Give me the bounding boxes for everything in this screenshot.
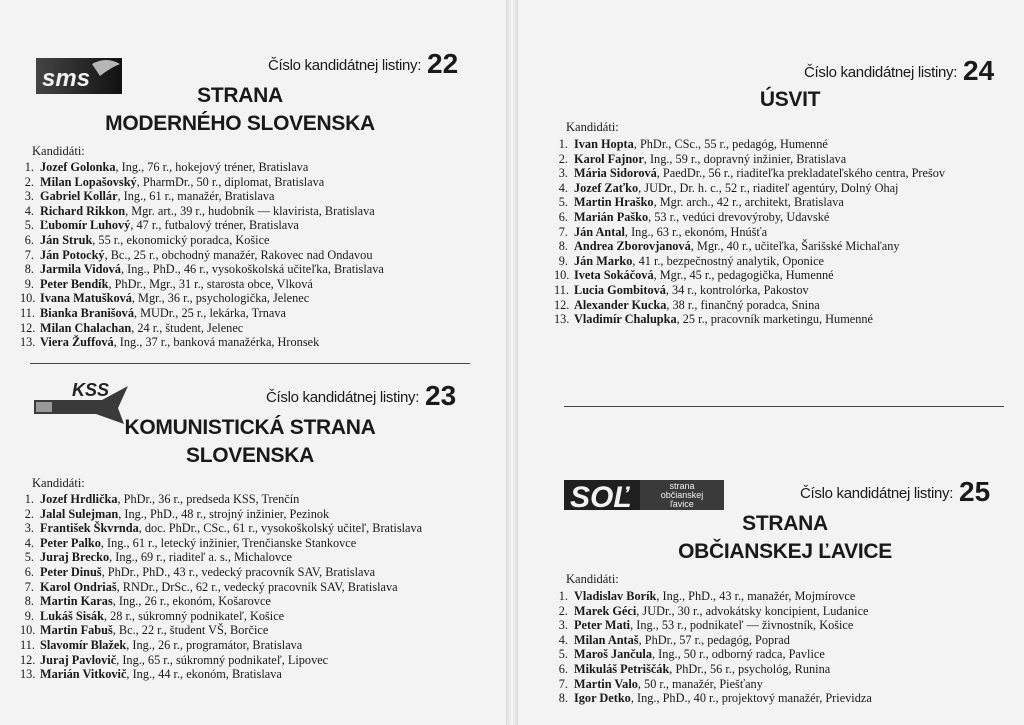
candidate-number: 7. — [558, 224, 568, 239]
candidate-details: , Mgr., 40 r., učiteľka, Šarišské Michaľany — [690, 239, 900, 254]
candidate-text — [574, 662, 830, 677]
candidate-details: , Mgr., 45 r., pedagogička, Humenné — [653, 268, 834, 283]
candidate-item — [20, 291, 490, 306]
candidate-name: Karol Fajnor — [574, 151, 644, 166]
candidate-text — [40, 609, 284, 624]
candidate-name: Milan Lopašovský — [40, 174, 137, 189]
candidate-name: Peter Dinuš — [40, 564, 102, 579]
svg-text:strana: strana — [669, 481, 695, 491]
list-number: 25 — [959, 476, 991, 507]
party-name — [110, 414, 390, 470]
list-number-caption: Číslo kandidátnej listiny: — [804, 64, 958, 81]
candidate-details: , Ing., 37 r., banková manažérka, Hronsek — [113, 335, 320, 350]
candidate-text — [574, 618, 853, 633]
candidate-text — [40, 565, 375, 580]
candidate-text — [574, 152, 846, 167]
candidate-text — [40, 175, 324, 190]
candidate-number: 1. — [24, 160, 34, 174]
candidate-name: Igor Detko — [574, 691, 631, 706]
party-name-line: ÚSVIT — [759, 88, 821, 111]
candidate-text — [574, 195, 844, 210]
party-name — [90, 82, 410, 138]
party-name-line: MODERNÉHO SLOVENSKA — [105, 112, 375, 135]
candidate-item — [20, 623, 440, 638]
candidate-item — [20, 175, 490, 190]
candidate-details: , Ing., PhD., 43 r., manažér, Mojmírovce — [656, 589, 856, 603]
candidate-details: , Ing., 65 r., súkromný podnikateľ, Lipovec — [116, 652, 329, 667]
candidate-item — [20, 594, 440, 609]
candidate-text — [574, 633, 790, 648]
candidate-details: , PhDr., PhD., 43 r., vedecký pracovník SAV, Bratislava — [101, 564, 376, 579]
party-name-line: KOMUNISTICKÁ STRANA — [124, 416, 376, 439]
candidate-name: Alexander Kucka — [574, 297, 667, 312]
candidate-name: Milan Chalachan — [40, 320, 132, 335]
candidate-details: , Ing., 59 r., dopravný inžinier, Bratislava — [643, 151, 847, 166]
candidate-number: 13. — [20, 335, 36, 350]
candidate-details: , PharmDr., 50 r., diplomat, Bratislava — [136, 174, 325, 189]
candidate-number: 2. — [558, 151, 568, 166]
candidates-label: Kandidáti: — [32, 144, 85, 158]
candidate-details: , 34 r., kontrolórka, Pakostov — [665, 282, 809, 297]
candidate-details: , Ing., 61 r., manažér, Bratislava — [117, 189, 275, 204]
candidate-details: , PhDr., 36 r., predseda KSS, Trenčín — [117, 492, 300, 506]
candidate-number: 3. — [24, 521, 34, 536]
candidate-text — [40, 594, 271, 609]
candidate-number: 3. — [558, 166, 568, 181]
candidate-number: 12. — [20, 320, 36, 335]
candidate-number: 8. — [24, 262, 34, 277]
candidate-list — [20, 492, 440, 682]
candidate-list — [20, 160, 490, 350]
candidate-name: Milan Antaš — [574, 632, 639, 647]
candidate-item — [20, 521, 440, 536]
candidate-item — [554, 283, 974, 298]
candidate-item — [554, 312, 974, 327]
candidate-text — [40, 580, 398, 595]
candidate-item — [20, 565, 440, 580]
svg-text:KSS: KSS — [72, 380, 110, 400]
candidate-name: Juraj Brecko — [40, 550, 110, 565]
candidate-details: , Ing., 63 r., ekonóm, Hnúšťa — [624, 224, 768, 239]
candidate-item — [20, 609, 440, 624]
candidate-name: Ján Potocký — [40, 247, 105, 262]
svg-text:sms: sms — [42, 65, 91, 92]
candidate-number: 13. — [554, 312, 570, 327]
candidate-text — [40, 160, 308, 175]
candidate-item — [20, 550, 440, 565]
candidate-item — [20, 580, 440, 595]
candidate-number: 2. — [24, 174, 34, 189]
candidate-text — [574, 166, 945, 181]
candidate-item — [20, 507, 440, 522]
candidate-text — [574, 181, 898, 196]
candidate-name: Lukáš Sisák — [40, 608, 104, 623]
list-number-label — [800, 476, 990, 508]
candidate-number: 12. — [554, 297, 570, 312]
candidate-text — [40, 233, 270, 248]
page-gutter — [506, 0, 518, 725]
candidate-name: Ján Antal — [574, 224, 625, 239]
candidate-text — [40, 335, 319, 350]
candidate-name: Juraj Pavlovič — [40, 652, 117, 667]
candidate-text — [574, 677, 763, 692]
candidate-name: Lucia Gombitová — [574, 282, 666, 297]
candidates-label: Kandidáti: — [566, 120, 619, 134]
candidate-details: , doc. PhDr., CSc., 61 r., vysokoškolský učiteľ, Bratislava — [138, 521, 423, 536]
candidate-item — [554, 604, 974, 619]
candidate-number: 8. — [558, 691, 568, 706]
candidate-item — [20, 536, 440, 551]
candidate-number: 13. — [20, 667, 36, 682]
candidate-details: , RNDr., DrSc., 62 r., vedecký pracovník SAV, Bratislava — [116, 579, 398, 594]
candidate-number: 12. — [20, 652, 36, 667]
list-number-caption: Číslo kandidátnej listiny: — [266, 389, 420, 406]
candidate-number: 10. — [554, 268, 570, 283]
candidate-details: , Ing., PhD., 40 r., projektový manažér, Prievidza — [630, 691, 872, 706]
candidate-item — [554, 691, 974, 706]
candidate-details: , 47 r., futbalový tréner, Bratislava — [130, 218, 299, 233]
candidate-name: Ivana Matušková — [40, 291, 132, 306]
list-number: 22 — [427, 48, 459, 79]
candidate-item — [20, 321, 490, 336]
candidate-name: Jalal Sulejman — [40, 506, 119, 521]
candidate-text — [40, 262, 384, 277]
candidate-item — [554, 152, 974, 167]
candidate-text — [574, 210, 829, 225]
candidate-name: Mikuláš Petriščák — [574, 661, 670, 676]
candidate-text — [40, 638, 302, 653]
candidate-name: Ivan Hopta — [574, 137, 634, 151]
candidates-label: Kandidáti: — [32, 476, 85, 490]
candidate-item — [20, 335, 490, 350]
candidate-name: Martin Karas — [40, 594, 113, 609]
candidate-name: Peter Mati — [574, 618, 631, 633]
candidate-name: Martin Fabuš — [40, 623, 113, 638]
candidate-number: 4. — [558, 632, 568, 647]
candidate-name: Marián Paško — [574, 209, 649, 224]
candidate-name: Vladimír Chalupka — [574, 312, 677, 327]
candidate-name: Marián Vitkovič — [40, 667, 127, 682]
candidate-name: Jozef Golonka — [40, 160, 116, 174]
candidate-details: , 24 r., študent, Jelenec — [131, 320, 244, 335]
candidate-text — [574, 283, 809, 298]
candidate-details: , Ing., PhD., 46 r., vysokoškolská učiteľka, Bratislava — [120, 262, 384, 277]
candidate-details: , PhDr., CSc., 55 r., pedagóg, Humenné — [633, 137, 828, 151]
candidate-name: Andrea Zborovjanová — [574, 239, 691, 254]
candidate-name: Martin Valo — [574, 676, 638, 691]
candidate-text — [40, 306, 286, 321]
candidate-number: 4. — [24, 203, 34, 218]
candidate-number: 9. — [558, 253, 568, 268]
sol-logo — [564, 476, 724, 512]
candidate-text — [574, 312, 873, 327]
candidate-details: , PhDr., 56 r., psychológ, Runina — [669, 661, 831, 676]
candidate-details: , 25 r., pracovník marketingu, Humenné — [676, 312, 873, 327]
candidate-number: 10. — [20, 291, 36, 306]
candidate-item — [554, 677, 974, 692]
candidate-text — [40, 492, 299, 507]
candidate-item — [20, 277, 490, 292]
candidate-text — [40, 667, 282, 682]
candidate-text — [574, 254, 824, 269]
candidate-name: František Škvrnda — [40, 521, 139, 536]
candidate-item — [554, 298, 974, 313]
candidate-text — [40, 248, 372, 263]
candidate-details: , JUDr., Dr. h. c., 52 r., riaditeľ agentúry, Dolný Ohaj — [638, 180, 899, 195]
candidate-item — [20, 653, 440, 668]
candidate-number: 1. — [558, 589, 568, 603]
candidate-item — [20, 248, 490, 263]
candidate-name: Bianka Branišová — [40, 305, 134, 320]
candidate-details: , 53 r., vedúci drevovýroby, Udavské — [648, 209, 830, 224]
candidate-number: 3. — [24, 189, 34, 204]
candidate-text — [574, 239, 900, 254]
party-name — [690, 86, 890, 114]
candidates-label: Kandidáti: — [566, 572, 619, 586]
candidate-details: , Mgr. arch., 42 r., architekt, Bratislava — [653, 195, 844, 210]
candidate-item — [20, 204, 490, 219]
list-number-caption: Číslo kandidátnej listiny: — [800, 485, 954, 502]
candidate-text — [574, 647, 825, 662]
candidate-number: 8. — [24, 594, 34, 609]
candidate-details: , 50 r., manažér, Piešťany — [637, 676, 763, 691]
candidate-text — [40, 189, 274, 204]
candidate-name: Richard Rikkon — [40, 203, 126, 218]
candidate-number: 5. — [558, 647, 568, 662]
candidate-item — [554, 618, 974, 633]
party-name-line: STRANA — [197, 84, 283, 107]
candidate-text — [574, 298, 820, 313]
party-name-line: SLOVENSKA — [186, 444, 314, 467]
candidate-name: Karol Ondriaš — [40, 579, 117, 594]
candidate-item — [20, 262, 490, 277]
candidate-item — [554, 239, 974, 254]
list-number: 23 — [425, 380, 457, 411]
candidate-details: , Ing., 26 r., ekonóm, Košarovce — [112, 594, 271, 609]
candidate-text — [574, 691, 872, 706]
candidate-item — [554, 662, 974, 677]
candidate-number: 1. — [24, 492, 34, 506]
candidate-details: , Ing., 53 r., podnikateľ — živnostník, Košice — [630, 618, 854, 633]
candidate-name: Marek Géci — [574, 603, 637, 618]
candidate-number: 9. — [24, 608, 34, 623]
candidate-item — [554, 647, 974, 662]
candidate-number: 5. — [558, 195, 568, 210]
candidate-number: 11. — [20, 637, 35, 652]
candidate-text — [40, 321, 243, 336]
candidate-item — [20, 667, 440, 682]
candidate-number: 6. — [24, 564, 34, 579]
party-name-line: OBČIANSKEJ ĽAVICE — [678, 540, 892, 563]
list-number-label — [804, 55, 994, 87]
candidate-details: , Ing., 76 r., hokejový tréner, Bratislava — [115, 160, 309, 174]
candidate-item — [554, 166, 974, 181]
candidate-text — [40, 507, 329, 522]
candidate-text — [574, 604, 869, 619]
candidate-number: 10. — [20, 623, 36, 638]
candidate-text — [40, 550, 292, 565]
candidate-item — [20, 638, 440, 653]
candidate-item — [554, 195, 974, 210]
svg-text:SOĽ: SOĽ — [570, 481, 632, 512]
svg-text:ľavice: ľavice — [670, 499, 694, 509]
candidate-text — [40, 277, 313, 292]
candidate-number: 5. — [24, 550, 34, 565]
candidate-name: Ľubomír Luhový — [40, 218, 131, 233]
candidate-name: Gabriel Kollár — [40, 189, 118, 204]
candidate-name: Maroš Jančula — [574, 647, 652, 662]
candidate-name: Viera Žuffová — [40, 335, 114, 350]
candidate-text — [574, 589, 855, 604]
candidate-name: Ján Marko — [574, 253, 633, 268]
candidate-text — [40, 521, 422, 536]
candidate-number: 7. — [558, 676, 568, 691]
candidate-details: , 41 r., bezpečnostný analytik, Oponice — [632, 253, 824, 268]
candidate-text — [40, 653, 328, 668]
candidate-number: 7. — [24, 579, 34, 594]
candidate-item — [20, 189, 490, 204]
candidate-details: , Mgr. art., 39 r., hudobník — klavirista, Bratislava — [125, 203, 375, 218]
candidate-number: 2. — [558, 603, 568, 618]
candidate-details: , PhDr., 57 r., pedagóg, Poprad — [638, 632, 790, 647]
candidate-text — [40, 536, 356, 551]
candidate-item — [20, 218, 490, 233]
candidate-number: 6. — [558, 661, 568, 676]
candidate-details: , Mgr., 36 r., psychologička, Jelenec — [131, 291, 310, 306]
candidate-text — [40, 204, 375, 219]
candidate-text — [574, 137, 828, 152]
candidate-number: 6. — [24, 232, 34, 247]
candidate-item — [554, 225, 974, 240]
candidate-details: , MUDr., 25 r., lekárka, Trnava — [133, 305, 286, 320]
list-number-label — [266, 380, 456, 412]
candidate-number: 1. — [558, 137, 568, 151]
candidate-details: , Bc., 22 r., študent VŠ, Borčice — [112, 623, 269, 638]
candidate-name: Iveta Sokáčová — [574, 268, 654, 283]
candidate-text — [40, 291, 309, 306]
candidate-list — [554, 589, 974, 706]
candidate-number: 4. — [558, 180, 568, 195]
candidate-item — [554, 137, 974, 152]
candidate-text — [574, 268, 834, 283]
candidate-name: Vladislav Borík — [574, 589, 657, 603]
candidate-number: 11. — [554, 282, 569, 297]
candidate-name: Mária Sidorová — [574, 166, 657, 181]
candidate-number: 11. — [20, 305, 35, 320]
section-divider — [30, 363, 470, 364]
candidate-details: , 55 r., ekonomický poradca, Košice — [92, 232, 270, 247]
candidate-details: , Bc., 25 r., obchodný manažér, Rakovec nad Ondavou — [104, 247, 373, 262]
candidate-details: , Ing., PhD., 48 r., strojný inžinier, Pezinok — [118, 506, 330, 521]
candidate-details: , Ing., 50 r., odborný radca, Pavlice — [652, 647, 825, 662]
candidate-number: 3. — [558, 618, 568, 633]
section-divider — [564, 406, 1004, 407]
candidate-text — [40, 623, 268, 638]
candidate-name: Martin Hraško — [574, 195, 654, 210]
candidate-name: Jozef Zaťko — [574, 180, 639, 195]
candidate-item — [554, 589, 974, 604]
candidate-text — [40, 218, 299, 233]
candidate-details: , PaedDr., 56 r., riaditeľka prekladateľského centra, Prešov — [656, 166, 946, 181]
list-number: 24 — [963, 55, 995, 86]
candidate-number: 5. — [24, 218, 34, 233]
candidate-details: , Ing., 69 r., riaditeľ a. s., Michalovce — [109, 550, 293, 565]
candidate-item — [20, 492, 440, 507]
candidate-number: 2. — [24, 506, 34, 521]
candidate-name: Jozef Hrdlička — [40, 492, 118, 506]
candidate-item — [554, 254, 974, 269]
candidate-item — [20, 233, 490, 248]
candidate-number: 9. — [24, 276, 34, 291]
candidate-number: 7. — [24, 247, 34, 262]
candidate-text — [574, 225, 767, 240]
svg-text:občianskej: občianskej — [660, 490, 704, 500]
candidate-number: 4. — [24, 535, 34, 550]
candidate-item — [20, 306, 490, 321]
candidate-name: Ján Struk — [40, 232, 93, 247]
candidate-list — [554, 137, 974, 327]
candidate-details: , Ing., 26 r., programátor, Bratislava — [126, 637, 303, 652]
party-name-line: STRANA — [742, 512, 828, 535]
candidate-number: 8. — [558, 239, 568, 254]
candidate-item — [554, 268, 974, 283]
candidate-item — [554, 210, 974, 225]
candidate-details: , Ing., 44 r., ekonóm, Bratislava — [126, 667, 282, 682]
candidate-details: , Ing., 61 r., letecký inžinier, Trenčianske Stankovce — [100, 535, 357, 550]
candidate-number: 6. — [558, 209, 568, 224]
candidate-item — [20, 160, 490, 175]
candidate-name: Peter Palko — [40, 535, 101, 550]
list-number-caption: Číslo kandidátnej listiny: — [268, 57, 422, 74]
candidate-details: , 38 r., finančný poradca, Snina — [666, 297, 820, 312]
candidate-item — [554, 181, 974, 196]
candidate-name: Jarmila Vidová — [40, 262, 121, 277]
candidate-details: , JUDr., 30 r., advokátsky koncipient, Ludanice — [636, 603, 869, 618]
party-name — [650, 510, 920, 566]
list-number-label — [268, 48, 458, 80]
candidate-details: , 28 r., súkromný podnikateľ, Košice — [103, 608, 285, 623]
candidate-item — [554, 633, 974, 648]
candidate-details: , PhDr., Mgr., 31 r., starosta obce, Vlková — [108, 276, 313, 291]
candidate-name: Slavomír Blažek — [40, 637, 127, 652]
candidate-name: Peter Bendík — [40, 276, 109, 291]
